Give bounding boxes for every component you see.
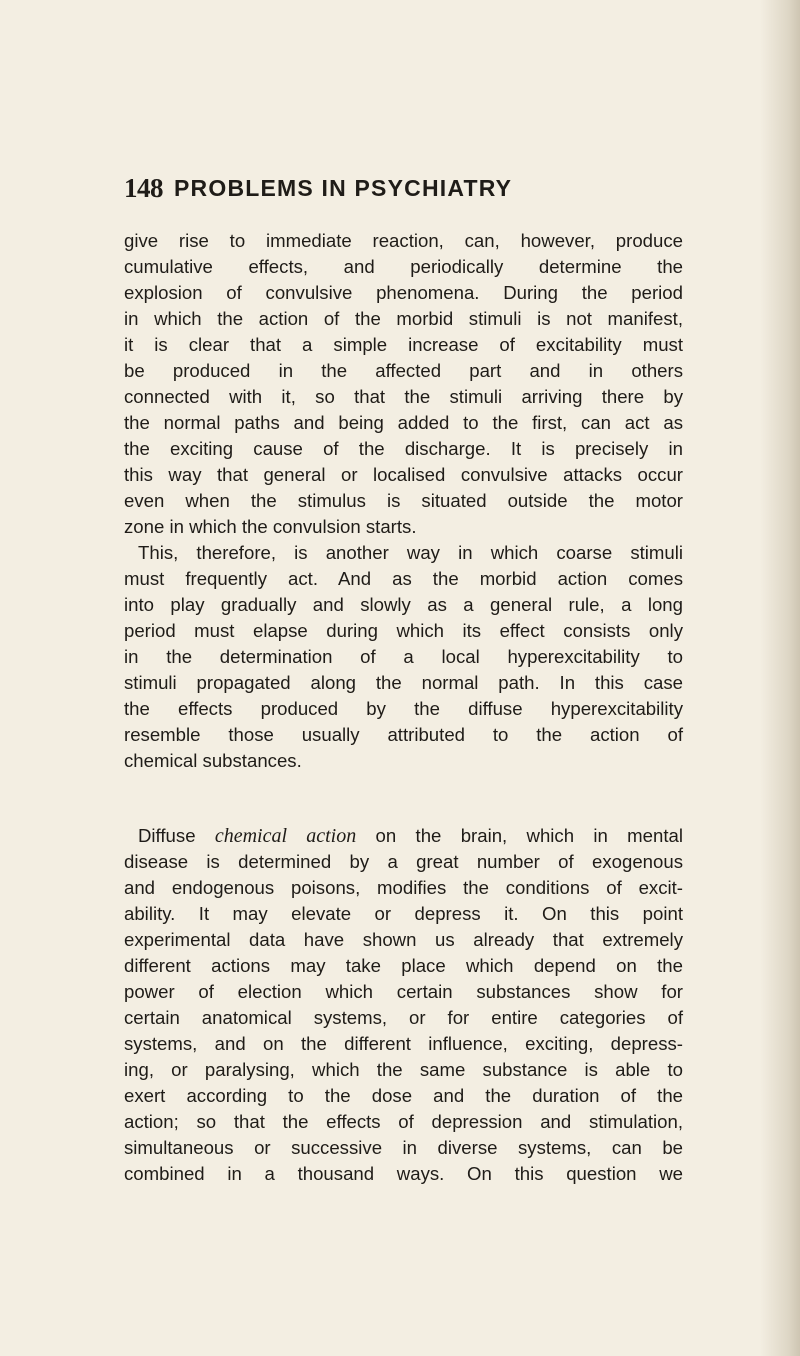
text-line: and endogenous poisons, modifies the conditions of excit-	[124, 877, 683, 898]
page-edge-shadow	[760, 0, 800, 1356]
paragraph-continued	[124, 228, 683, 540]
text-run: Diffuse	[138, 825, 215, 846]
paragraph	[124, 540, 683, 774]
text-line: the exciting cause of the discharge. It is precisely in	[124, 438, 683, 459]
text-line: simultaneous or successive in diverse systems, can be	[124, 1137, 683, 1158]
text-line: ing, or paralysing, which the same substance is able to	[124, 1059, 683, 1080]
paragraph	[124, 823, 683, 1187]
text-line: ability. It may elevate or depress it. On this point	[124, 903, 683, 924]
text-line: in the determination of a local hyperexcitability to	[124, 646, 683, 667]
text-line: certain anatomical systems, or for entire categories of	[124, 1007, 683, 1028]
text-line: systems, and on the different influence, exciting, depress-	[124, 1033, 683, 1054]
text-line: must frequently act. And as the morbid action comes	[124, 568, 683, 589]
page-header	[124, 173, 684, 207]
text-line: disease is determined by a great number of exogenous	[124, 851, 683, 872]
text-line: the normal paths and being added to the first, can act as	[124, 412, 683, 433]
text-line: it is clear that a simple increase of excitability must	[124, 334, 683, 355]
text-line: resemble those usually attributed to the action of	[124, 724, 683, 745]
text-line: be produced in the affected part and in others	[124, 360, 683, 381]
text-line: different actions may take place which depend on the	[124, 955, 683, 976]
text-line: combined in a thousand ways. On this question we	[124, 1163, 683, 1184]
text-line: give rise to immediate reaction, can, however, produce	[124, 230, 683, 251]
text-line: power of election which certain substances show for	[124, 981, 683, 1002]
text-line: exert according to the dose and the duration of the	[124, 1085, 683, 1106]
emphasis-text: chemical action	[214, 825, 357, 847]
text-line: action; so that the effects of depression and stimulation,	[124, 1111, 683, 1132]
text-line: zone in which the convulsion starts.	[124, 516, 417, 537]
text-line: period must elapse during which its effect consists only	[124, 620, 683, 641]
text-line: in which the action of the morbid stimuli is not manifest,	[124, 308, 683, 329]
running-head: PROBLEMS IN PSYCHIATRY	[174, 175, 513, 201]
text-run: on the brain, which in mental	[356, 825, 683, 846]
text-line: stimuli propagated along the normal path. In this case	[124, 672, 683, 693]
page-number: 148	[124, 173, 163, 203]
text-line: even when the stimulus is situated outside the motor	[124, 490, 683, 511]
text-line: the effects produced by the diffuse hyperexcitability	[124, 698, 683, 719]
text-line: connected with it, so that the stimuli arriving there by	[124, 386, 683, 407]
text-line: explosion of convulsive phenomena. During the period	[124, 282, 683, 303]
text-line: this way that general or localised convulsive attacks occur	[124, 464, 683, 485]
text-line	[124, 823, 683, 849]
text-line: experimental data have shown us already that extremely	[124, 929, 683, 950]
text-line: cumulative effects, and periodically determine the	[124, 256, 683, 277]
text-line: chemical substances.	[124, 750, 302, 771]
text-line: into play gradually and slowly as a general rule, a long	[124, 594, 683, 615]
text-line: This, therefore, is another way in which coarse stimuli	[138, 542, 683, 563]
